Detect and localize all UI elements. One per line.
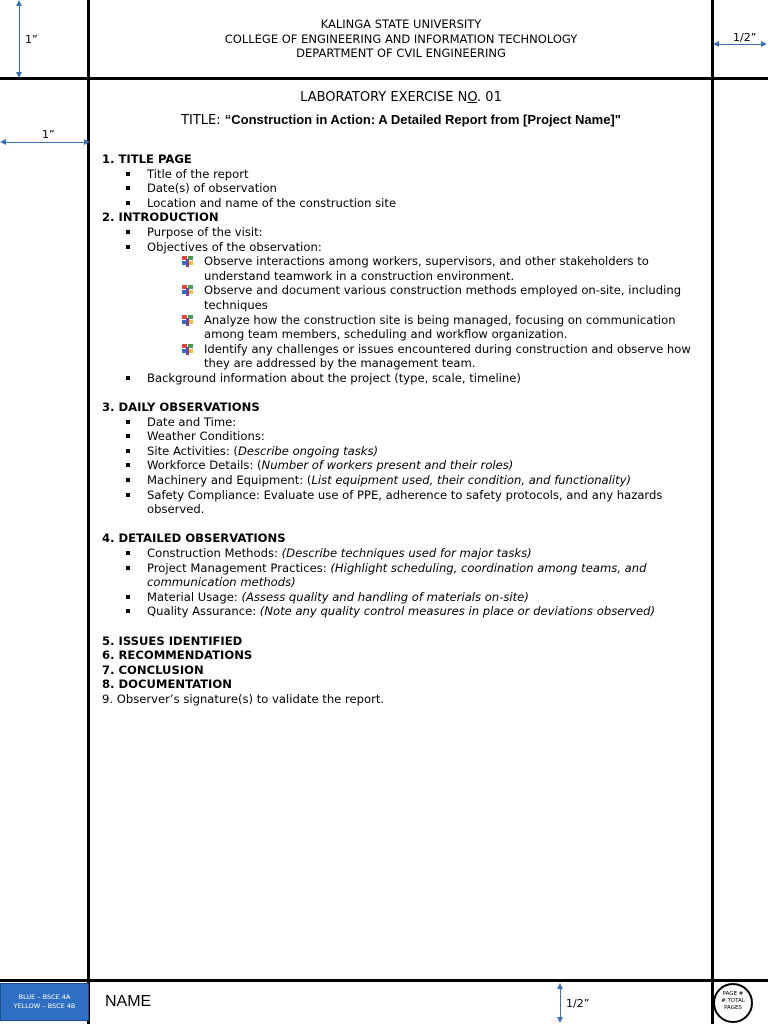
list-item: Title of the report [102, 167, 707, 182]
section-heading: 3. DAILY OBSERVATIONS [102, 400, 260, 415]
list-item: Site Activities: (Describe ongoing tasks) [102, 444, 707, 459]
list-item: Date and Time: [102, 415, 707, 430]
list-item: Location and name of the construction site [102, 196, 707, 211]
list-item: Background information about the project (type, scale, timeline) [102, 371, 707, 386]
top-right-arrow [716, 44, 762, 45]
list-item: Objectives of the observation: [102, 240, 707, 255]
list-item: Purpose of the visit: [102, 225, 707, 240]
section-heading: 1. TITLE PAGE [102, 152, 192, 166]
bottom-margin-line [0, 979, 768, 982]
top-left-dimension: 1” [25, 33, 38, 46]
arrow-head-icon [761, 41, 767, 47]
windows-bullet-icon [182, 315, 194, 326]
list-item: Workforce Details: (Number of workers present and their roles) [102, 458, 707, 473]
windows-bullet-icon [182, 344, 194, 355]
lab-o: O [467, 90, 478, 105]
name-label: NAME [105, 993, 152, 1010]
windows-bullet-icon [182, 285, 194, 296]
list-item: Construction Methods: (Describe techniques used for major tasks) [102, 546, 707, 561]
list-item: Weather Conditions: [102, 429, 707, 444]
bottom-dimension: 1/2” [566, 997, 590, 1010]
objective-item: Analyze how the construction site is being managed, focusing on communication among team members, scheduling and workflow organization. [102, 313, 707, 342]
section-heading: 7. CONCLUSION [102, 662, 204, 677]
section-heading: 8. DOCUMENTATION [102, 677, 232, 692]
document-body [102, 152, 707, 707]
university-name: KALINGA STATE UNIVERSITY [320, 17, 482, 31]
section-heading: 5. ISSUES IDENTIFIED [102, 633, 243, 648]
section-heading: 2. INTRODUCTION [102, 210, 219, 225]
college-name: COLLEGE OF ENGINEERING AND INFORMATION TECHNOLOGY [224, 31, 578, 46]
section-heading: 9. Observer’s signature(s) to validate the report. [102, 691, 385, 706]
page-number-circle: PAGE # # TOTAL PAGES [713, 983, 753, 1023]
list-item: Date(s) of observation [102, 181, 707, 196]
arrow-head-icon [0, 139, 6, 145]
section-heading: 6. RECOMMENDATIONS [102, 648, 253, 663]
bottom-margin-arrow [560, 988, 561, 1018]
top-margin-line [0, 77, 768, 80]
top-margin-arrow [19, 4, 20, 74]
left-margin-line [87, 0, 90, 1024]
arrow-head-icon [557, 1017, 563, 1023]
objective-item: Observe interactions among workers, supervisors, and other stakeholders to understand teamwork in a construction environment. [102, 254, 707, 283]
title-text: “Construction in Action: A Detailed Report from [Project Name]" [224, 112, 621, 127]
document-header [92, 17, 710, 61]
objective-item: Identify any challenges or issues encountered during construction and observe how they are addressed by the management team. [102, 342, 707, 371]
list-item: Material Usage: (Assess quality and handling of materials on-site) [102, 590, 707, 605]
arrow-head-icon [16, 72, 22, 78]
list-item: Machinery and Equipment: (List equipment used, their condition, and functionality) [102, 473, 707, 488]
list-item: Safety Compliance: Evaluate use of PPE, adherence to safety protocols, and any hazards observed. [102, 488, 707, 517]
objective-item: Observe and document various construction methods employed on-site, including techniques [102, 283, 707, 312]
section-color-badge: BLUE – BSCE 4A YELLOW – BSCE 4B [0, 983, 89, 1021]
left-dimension: 1” [42, 128, 55, 141]
list-item: Quality Assurance: (Note any quality control measures in place or deviations observed) [102, 604, 707, 619]
windows-bullet-icon [182, 256, 194, 267]
department-name: DEPARTMENT OF CVIL ENGINEERING [296, 46, 506, 60]
top-right-dimension: 1/2” [733, 31, 757, 44]
section-heading: 4. DETAILED OBSERVATIONS [102, 531, 286, 546]
arrow-head-icon [557, 983, 563, 989]
right-margin-line [711, 0, 714, 1024]
arrow-head-icon [84, 139, 90, 145]
exercise-title: TITLE: “Construction in Action: A Detailed Report from [Project Name]" [181, 112, 621, 128]
arrow-head-icon [16, 0, 22, 6]
list-item: Project Management Practices: (Highlight scheduling, coordination among teams, and communication methods) [102, 561, 707, 590]
arrow-head-icon [713, 41, 719, 47]
left-margin-arrow [4, 142, 85, 143]
lab-exercise-number: LABORATORY EXERCISE NO. 01 [300, 90, 502, 105]
